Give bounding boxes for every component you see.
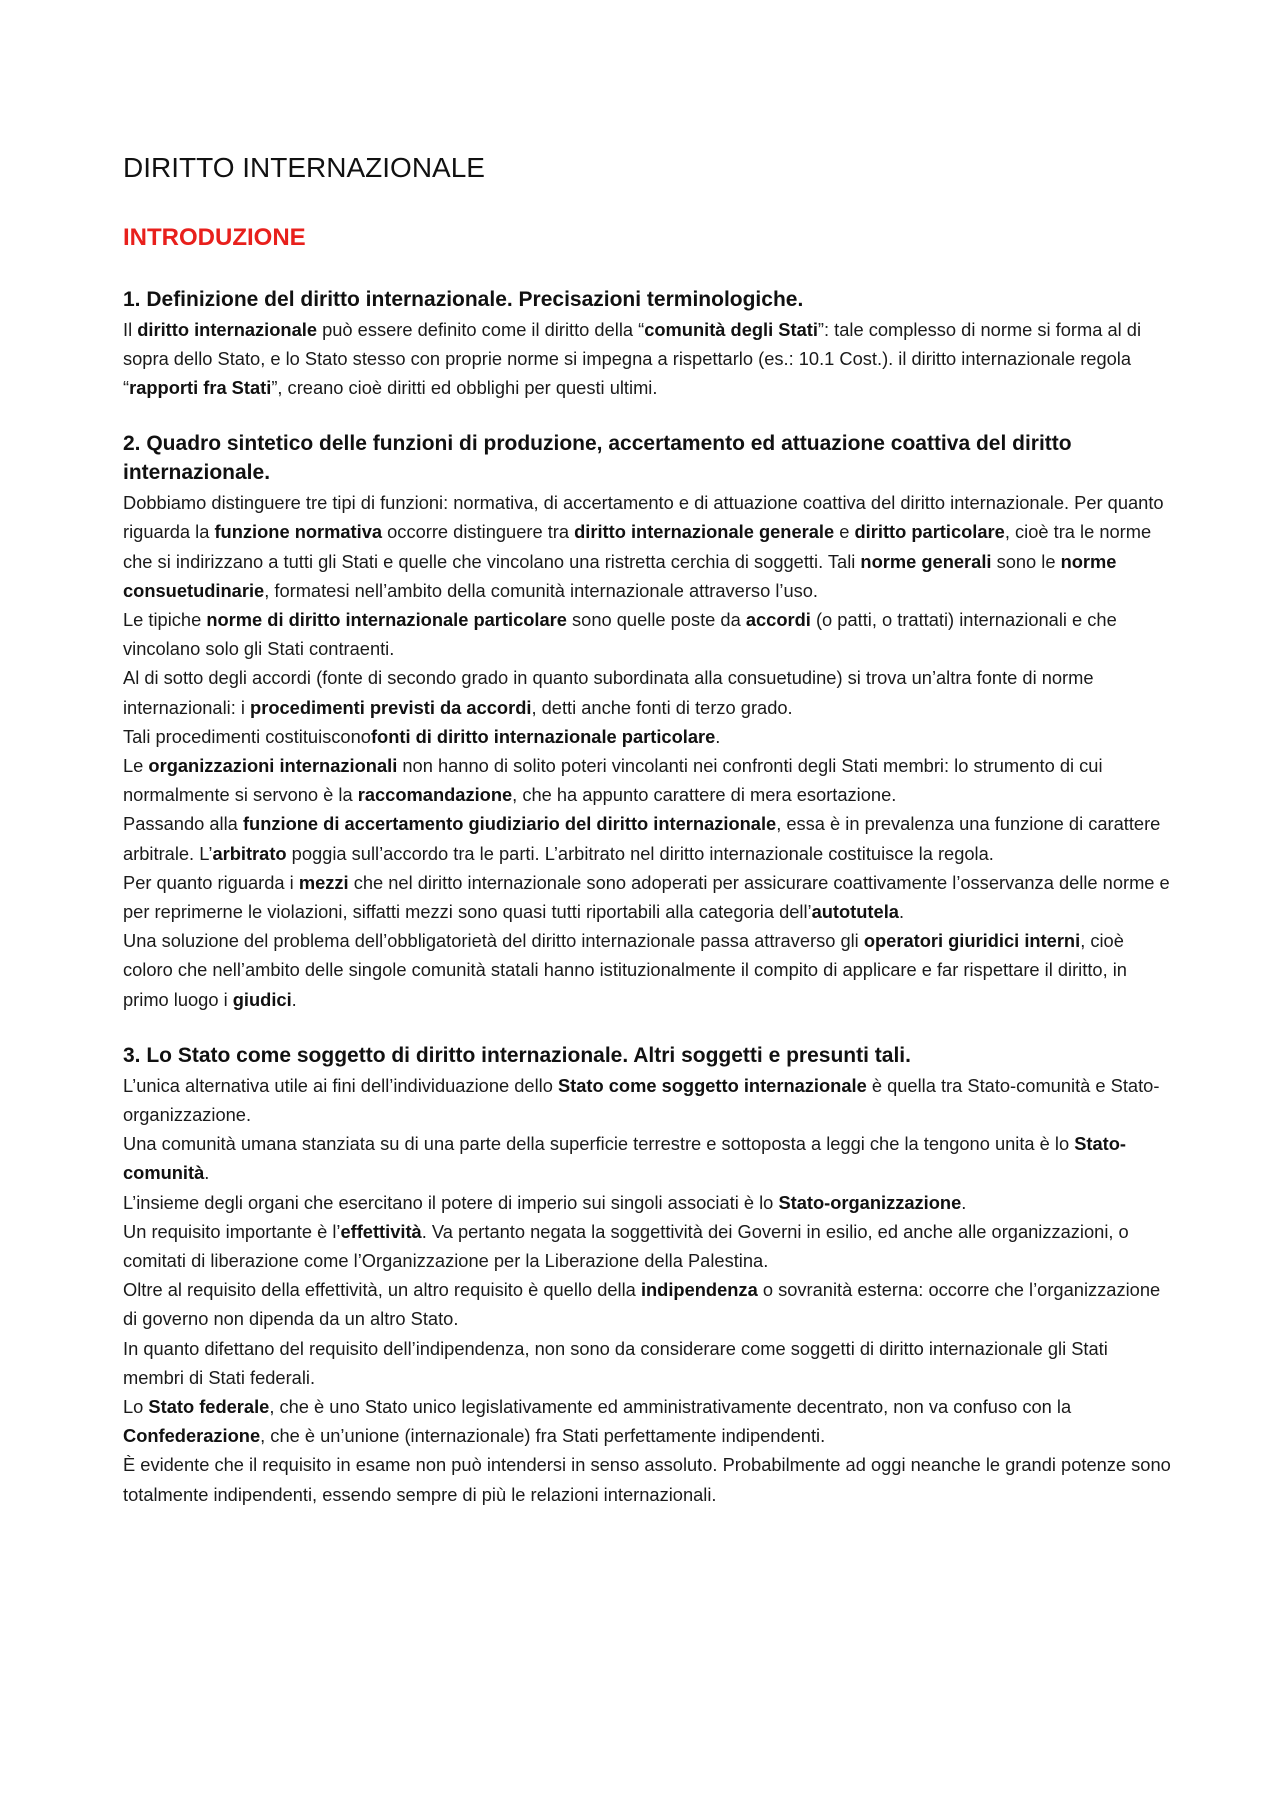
text-run: , essa è in prevalenza una funzione di carattere arbitrale. L’	[123, 813, 1161, 864]
paragraph	[123, 488, 1173, 605]
bold-term: Confederazione	[123, 1425, 261, 1447]
text-run: , cioè tra le norme che si indirizzano a tutti gli Stati e quelle che vincolano una ristretta cerchia di soggetti. Tali	[123, 521, 1152, 572]
paragraph	[123, 926, 1173, 1014]
bold-term: fonti di diritto internazionale particolare	[370, 725, 716, 747]
section-heading: 2. Quadro sintetico delle funzioni di produzione, accertamento ed attuazione coattiva del diritto internazionale.	[123, 432, 1072, 485]
text-run: e	[834, 521, 855, 543]
bold-term: funzione normativa	[214, 521, 383, 543]
text-run: poggia sull’accordo tra le parti. L’arbitrato nel diritto internazionale costituisce la regola.	[286, 842, 994, 864]
section-heading: 3. Lo Stato come soggetto di diritto internazionale. Altri soggetti e presunti tali.	[123, 1043, 911, 1067]
text-run: sono le	[991, 550, 1061, 572]
text-run: ”: tale complesso di norme si forma al di sopra dello Stato, e lo Stato stesso con proprie norme si impegna a rispettarlo (es.: 10.1 Cost.). il diritto internazionale regola “	[123, 318, 1142, 398]
text-run: Per quanto riguarda i	[123, 871, 299, 893]
text-run: Oltre al requisito della effettività, un altro requisito è quello della	[123, 1279, 641, 1301]
text-run: .	[715, 725, 721, 747]
text-run: .	[291, 988, 297, 1010]
paragraph	[123, 1450, 1173, 1508]
bold-term: indipendenza	[640, 1279, 758, 1301]
text-run: Lo	[123, 1395, 149, 1417]
text-run: Dobbiamo distinguere tre tipi di funzioni: normativa, di accertamento e di attuazione coattiva del diritto internazionale. Per quanto riguarda la	[123, 492, 1164, 543]
bold-term: accordi	[745, 608, 811, 630]
text-run: , cioè coloro che nell’ambito delle singole comunità statali hanno istituzionalmente il compito di applicare e far rispettare il diritto, in primo luogo i	[123, 930, 1127, 1010]
bold-term: diritto internazionale	[137, 318, 318, 340]
text-run: , che ha appunto carattere di mera esortazione.	[512, 784, 897, 806]
text-run: ”, creano cioè diritti ed obblighi per questi ultimi.	[271, 376, 658, 398]
paragraph	[123, 1071, 1173, 1129]
paragraph	[123, 315, 1173, 403]
text-run: . Va pertanto negata la soggettività dei Governi in esilio, ed anche alle organizzazioni, o comitati di liberazione come l’Organizzazione per la Liberazione della Palestina.	[123, 1220, 1129, 1271]
section-body	[123, 315, 1173, 403]
text-run: , formatesi nell’ambito della comunità internazionale attraverso l’uso.	[264, 579, 818, 601]
text-run: , che è un’unione (internazionale) fra Stati perfettamente indipendenti.	[260, 1425, 826, 1447]
text-run: può essere definito come il diritto della “	[317, 318, 645, 340]
bold-term: Stato-comunità	[123, 1133, 1127, 1184]
paragraph	[123, 809, 1173, 867]
text-run: .	[898, 900, 905, 922]
paragraph	[123, 1129, 1173, 1187]
text-run: è quella tra Stato-comunità e Stato-organizzazione.	[123, 1074, 1160, 1125]
text-run: Un requisito importante è l’	[123, 1220, 341, 1242]
section-body	[123, 488, 1173, 1014]
bold-term: mezzi	[298, 871, 349, 893]
text-run: non hanno di solito poteri vincolanti nei confronti degli Stati membri: lo strumento di cui normalmente si servono è la	[123, 754, 1103, 806]
text-run: Il	[123, 318, 138, 340]
bold-term: diritto particolare	[854, 521, 1005, 543]
text-run: In quanto difettano del requisito dell’indipendenza, non sono da considerare come soggetti di diritto internazionale gli Stati membri di Stati federali.	[123, 1337, 1108, 1388]
text-run: Le tipiche	[123, 608, 207, 630]
text-run: che nel diritto internazionale sono adoperati per assicurare coattivamente l’osservanza delle norme e per reprimerne le violazioni, siffatti mezzi sono quasi tutti riportabili alla categoria dell’	[123, 871, 1170, 922]
section-body	[123, 1071, 1173, 1509]
bold-term: Stato-organizzazione	[778, 1191, 962, 1213]
paragraph	[123, 868, 1173, 926]
paragraph	[123, 605, 1173, 663]
text-run: , che è uno Stato unico legislativamente ed amministrativamente decentrato, non va confuso con la	[269, 1395, 1072, 1417]
bold-term: giudici	[232, 988, 292, 1010]
paragraph	[123, 722, 1173, 751]
text-run: Una comunità umana stanziata su di una parte della superficie terrestre e sottoposta a leggi che la tengono unita è lo	[123, 1133, 1075, 1155]
paragraph	[123, 1275, 1173, 1333]
document-title: DIRITTO INTERNAZIONALE	[123, 152, 485, 183]
text-run: Le	[123, 754, 149, 776]
text-run: L’unica alternativa utile ai fini dell’individuazione dello	[123, 1074, 558, 1096]
bold-term: norme consuetudinarie	[123, 550, 1117, 601]
bold-term: operatori giuridici interni	[863, 930, 1081, 952]
text-run: .	[204, 1162, 210, 1184]
text-run: È evidente che il requisito in esame non può intendersi in senso assoluto. Probabilmente ad oggi neanche le grandi potenze sono totalmente indipendenti, essendo sempre di più le relazioni internazionali.	[123, 1454, 1171, 1505]
text-run: occorre distinguere tra	[382, 521, 575, 543]
text-run: (o patti, o trattati) internazionali e che vincolano solo gli Stati contraenti.	[123, 608, 1117, 660]
bold-term: rapporti fra Stati	[129, 376, 272, 398]
text-run: , detti anche fonti di terzo grado.	[531, 696, 793, 718]
section-heading: 1. Definizione del diritto internazionale. Precisazioni terminologiche.	[123, 287, 804, 311]
text-run: o sovranità esterna: occorre che l’organizzazione di governo non dipenda da un altro Stato.	[123, 1279, 1161, 1330]
bold-term: diritto internazionale generale	[574, 521, 835, 543]
bold-term: raccomandazione	[357, 784, 513, 806]
paragraph	[123, 1217, 1173, 1275]
bold-term: autotutela	[811, 900, 899, 922]
text-run: Tali procedimenti costituiscono	[123, 725, 371, 747]
bold-term: arbitrato	[212, 842, 287, 864]
bold-term: Stato come soggetto internazionale	[557, 1074, 867, 1096]
text-run: Una soluzione del problema dell’obbligatorietà del diritto internazionale passa attraverso gli	[123, 930, 864, 952]
section-2	[123, 430, 1173, 1014]
paragraph	[123, 1188, 1173, 1217]
paragraph	[123, 1392, 1173, 1450]
bold-term: norme generali	[860, 550, 992, 572]
bold-term: procedimenti previsti da accordi	[250, 696, 532, 718]
bold-term: norme di diritto internazionale particolare	[206, 608, 567, 630]
bold-term: comunità degli Stati	[644, 318, 818, 340]
chapter-heading: INTRODUZIONE	[123, 224, 306, 252]
sections-container	[123, 286, 1173, 1509]
paragraph	[123, 663, 1173, 721]
paragraph	[123, 751, 1173, 809]
text-run: L’insieme degli organi che esercitano il potere di imperio sui singoli associati è lo	[123, 1191, 779, 1213]
bold-term: funzione di accertamento giudiziario del diritto internazionale	[242, 813, 777, 835]
document-page	[123, 150, 1173, 1537]
paragraph	[123, 1334, 1173, 1392]
text-run: sono quelle poste da	[566, 608, 746, 630]
bold-term: Stato federale	[148, 1395, 270, 1417]
section-3	[123, 1042, 1173, 1509]
bold-term: effettività	[340, 1220, 422, 1242]
text-run: .	[961, 1191, 967, 1213]
section-1	[123, 286, 1173, 403]
text-run: Passando alla	[123, 813, 243, 835]
bold-term: organizzazioni internazionali	[148, 754, 398, 776]
text-run: Al di sotto degli accordi (fonte di secondo grado in quanto subordinata alla consuetudine) si trova un’altra fonte di norme internazionali: i	[123, 667, 1094, 718]
